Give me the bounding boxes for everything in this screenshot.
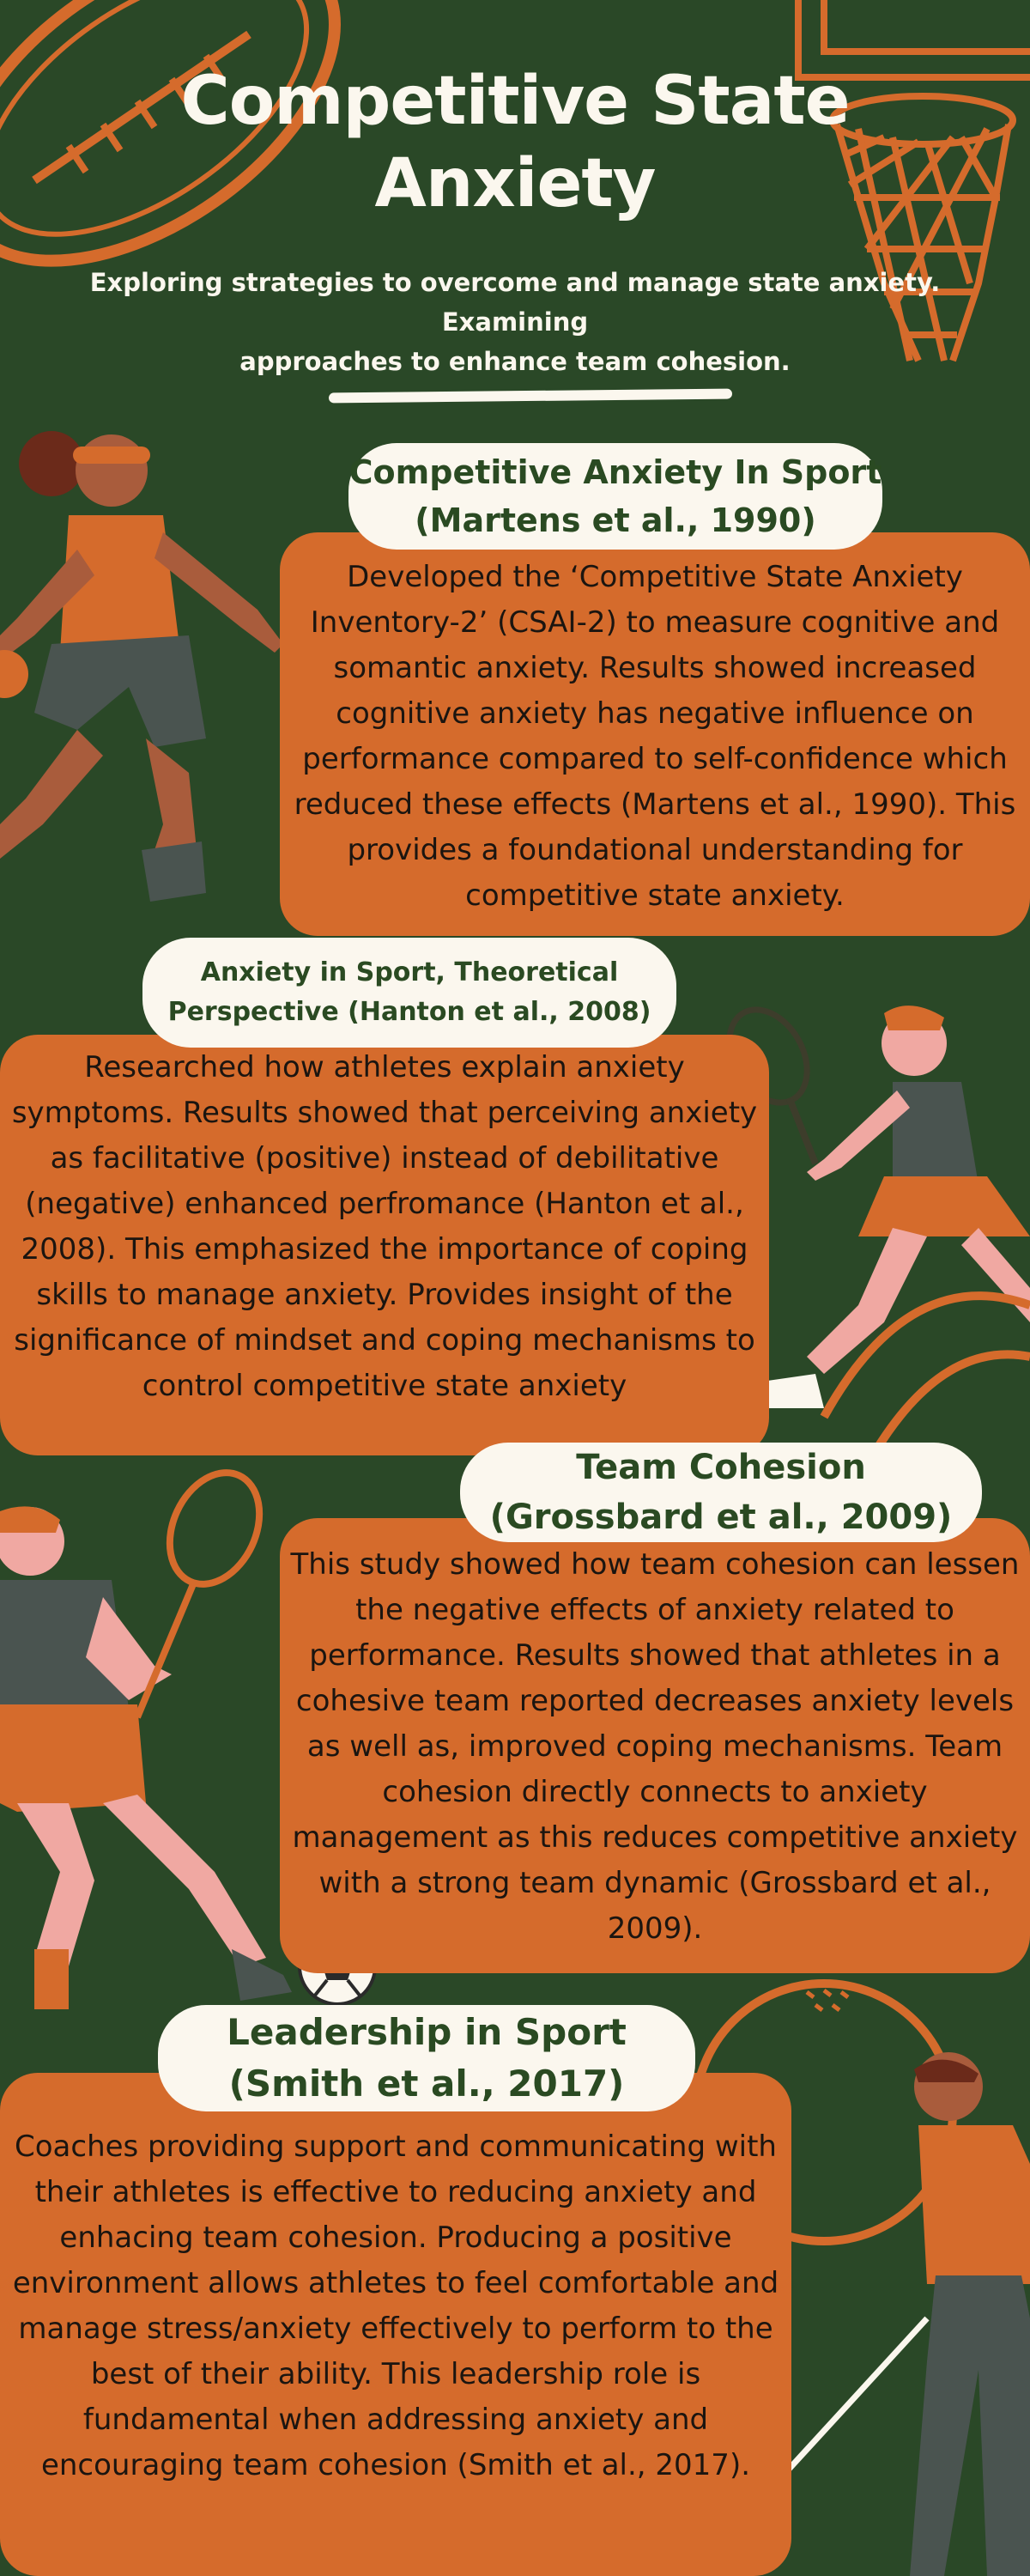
section-hanton-heading [142, 938, 676, 1048]
heading-line-2: (Martens et al., 1990) [415, 501, 816, 539]
badminton-player-illustration [0, 1458, 292, 2009]
section-grossbard-body [280, 1518, 1030, 1973]
page-title [0, 60, 1030, 225]
section-body-text: Researched how athletes explain anxiety symptoms. Results showed that perceiving anxiety as facilitative (positive) instead of debilitative (negative) enhanced perfromance (Hanton et al., 2008). This emphasized the importance of coping skills to manage anxiety. Provides insight of the significance of mindset and coping mechanisms to control competitive state anxiety [11, 1050, 758, 1403]
section-smith-body [0, 2073, 791, 2576]
section-hanton-body [0, 1035, 769, 1455]
heading-line-2: (Smith et al., 2017) [228, 2063, 625, 2105]
subtitle-line-1: Exploring strategies to overcome and manage state anxiety. Examining [89, 268, 941, 337]
page-subtitle [17, 263, 1013, 381]
heading-line-1: Team Cohesion [576, 1448, 866, 1487]
section-body-text: Developed the ‘Competitive State Anxiety Inventory-2’ (CSAI-2) to measure cognitive and somantic anxiety. Results showed increased cognitive anxiety has negative influence on performance compared to self-confidence which reduced these effects (Martens et al., 1990). This provides a foundational understanding for competitive state anxiety. [294, 560, 1016, 913]
section-martens-body [280, 532, 1030, 936]
section-grossbard-heading [460, 1443, 982, 1542]
section-body-text: Coaches providing support and communicating with their athletes is effective to reducing anxiety and enhacing team cohesion. Producing a positive environment allows athletes to feel comfortable and manage stress/anxiety effectively to perform to the best of their ability. This leadership role is fundamental when addressing anxiety and encouraging team cohesion (Smith et al., 2017). [12, 2129, 779, 2482]
heading-line-1: Competitive Anxiety In Sport [348, 453, 882, 491]
heading-line-1: Anxiety in Sport, Theoretical [200, 957, 619, 987]
subtitle-line-2: approaches to enhance team cohesion. [239, 347, 791, 376]
section-martens-heading [348, 443, 882, 550]
heading-line-2: Perspective (Hanton et al., 2008) [167, 997, 651, 1027]
heading-line-2: (Grossbard et al., 2009) [489, 1498, 953, 1537]
title-line-1: Competitive State [180, 63, 850, 140]
heading-line-1: Leadership in Sport [227, 2011, 627, 2053]
section-smith-heading [158, 2005, 695, 2111]
section-body-text: This study showed how team cohesion can lessen the negative effects of anxiety related to performance. Results showed that athletes in a cohesive team reported decreases anxiety levels as well as, improved coping mechanisms. Team cohesion directly connects to anxiety management as this reduces competitive anxiety with a strong team dynamic (Grossbard et al., 2009). [290, 1547, 1020, 1946]
basketball-player-illustration [0, 431, 283, 902]
title-line-2: Anxiety [374, 145, 656, 222]
